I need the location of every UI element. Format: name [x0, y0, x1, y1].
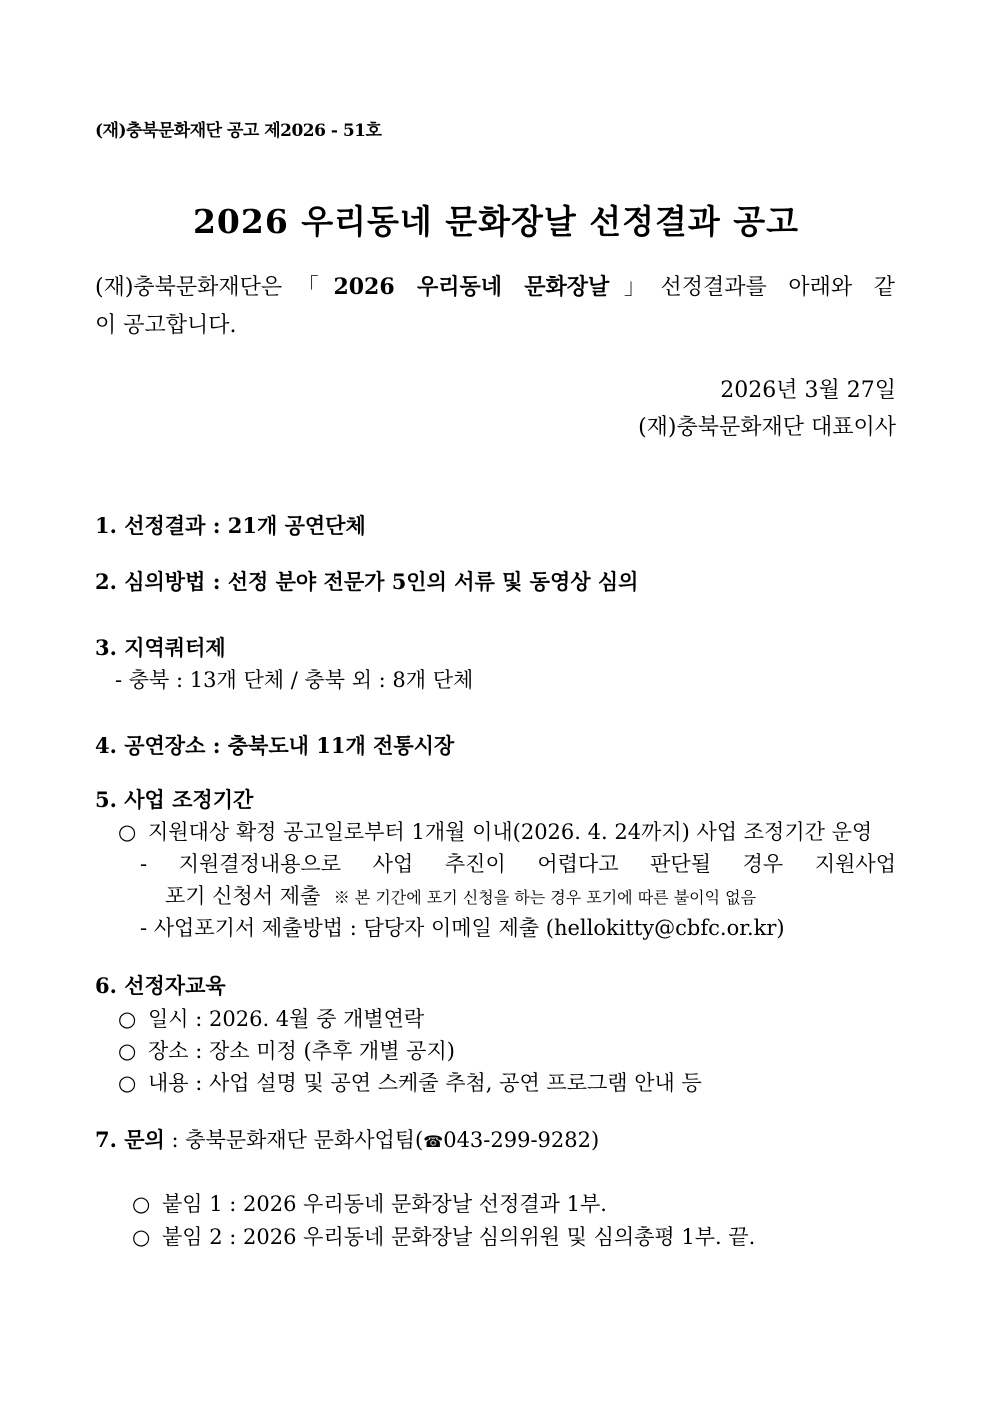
- section-6-item-text: 장소 : 장소 미정 (추후 개별 공지): [148, 1039, 455, 1063]
- section-1-value: 21개 공연단체: [227, 513, 366, 538]
- intro-paragraph: [95, 270, 895, 301]
- intro-line-2: 이 공고합니다.: [95, 313, 237, 338]
- section-6-item: [118, 1067, 702, 1097]
- intro-before: (재)충북문화재단은「: [95, 275, 334, 300]
- contact-phone: 043-299-9282): [443, 1128, 600, 1152]
- section-2: [95, 566, 638, 596]
- section-7-value: : 충북문화재단 문화사업팀(: [164, 1128, 424, 1152]
- phone-icon: ☎: [423, 1132, 444, 1151]
- notice-date: 2026년 3월 27일: [720, 378, 896, 403]
- section-2-value: 선정 분야 전문가 5인의 서류 및 동영상 심의: [227, 569, 639, 594]
- section-3-line: - 충북 : 13개 단체 / 충북 외 : 8개 단체: [115, 668, 474, 692]
- section-2-label: 2. 심의방법 :: [95, 569, 221, 594]
- bullet-icon: ○: [132, 1225, 151, 1249]
- section-6-item: [118, 1003, 424, 1033]
- page-title: 2026 우리동네 문화장날 선정결과 공고: [192, 202, 800, 241]
- section-6-label: 6. 선정자교육: [95, 973, 226, 998]
- section-5-line-2: - 지원결정내용으로 사업 추진이 어렵다고 판단될 경우 지원사업: [140, 852, 896, 876]
- section-5-note: ※ 본 기간에 포기 신청을 하는 경우 포기에 따른 불이익 없음: [333, 888, 757, 907]
- section-1-label: 1. 선정결과 :: [95, 513, 221, 538]
- section-6-item-text: 내용 : 사업 설명 및 공연 스케줄 추첨, 공연 프로그램 안내 등: [148, 1071, 702, 1095]
- section-4-label: 4. 공연장소 :: [95, 733, 221, 758]
- section-5-line-3: [165, 880, 756, 910]
- section-6-item-text: 일시 : 2026. 4월 중 개별연락: [148, 1007, 425, 1031]
- bullet-icon: ○: [118, 820, 137, 844]
- section-4: [95, 730, 454, 760]
- section-1: [95, 510, 366, 540]
- section-5-line-1-text: 지원대상 확정 공고일로부터 1개월 이내(2026. 4. 24까지) 사업 조정기간 운영: [148, 820, 873, 844]
- section-4-value: 충북도내 11개 전통시장: [227, 733, 455, 758]
- bullet-icon: ○: [132, 1192, 151, 1216]
- issuer: (재)충북문화재단 대표이사: [638, 415, 896, 440]
- bullet-icon: ○: [118, 1039, 137, 1063]
- section-7-label: 7. 문의: [95, 1127, 165, 1152]
- section-5-line-4: - 사업포기서 제출방법 : 담당자 이메일 제출 (hellokitty@cbfc.or.kr): [140, 916, 785, 940]
- bullet-icon: ○: [118, 1007, 137, 1031]
- attachment-text: 붙임 2 : 2026 우리동네 문화장날 심의위원 및 심의총평 1부. 끝.: [162, 1225, 756, 1249]
- section-7: [95, 1124, 599, 1154]
- section-5-line-3-text: 포기 신청서 제출: [165, 884, 321, 908]
- section-5-label: 5. 사업 조정기간: [95, 787, 254, 812]
- section-3-label: 3. 지역쿼터제: [95, 635, 226, 660]
- section-6-item: [118, 1035, 455, 1065]
- attachment-item: [132, 1221, 755, 1251]
- intro-program-name: 2026 우리동네 문화장날: [333, 274, 610, 300]
- bullet-icon: ○: [118, 1071, 137, 1095]
- attachment-text: 붙임 1 : 2026 우리동네 문화장날 선정결과 1부.: [162, 1192, 607, 1216]
- section-5-line-1: [118, 816, 872, 846]
- intro-after: 」선정결과를 아래와 같: [609, 275, 895, 300]
- notice-number: (재)충북문화재단 공고 제2026 - 51호: [95, 121, 382, 141]
- attachment-item: [132, 1188, 607, 1218]
